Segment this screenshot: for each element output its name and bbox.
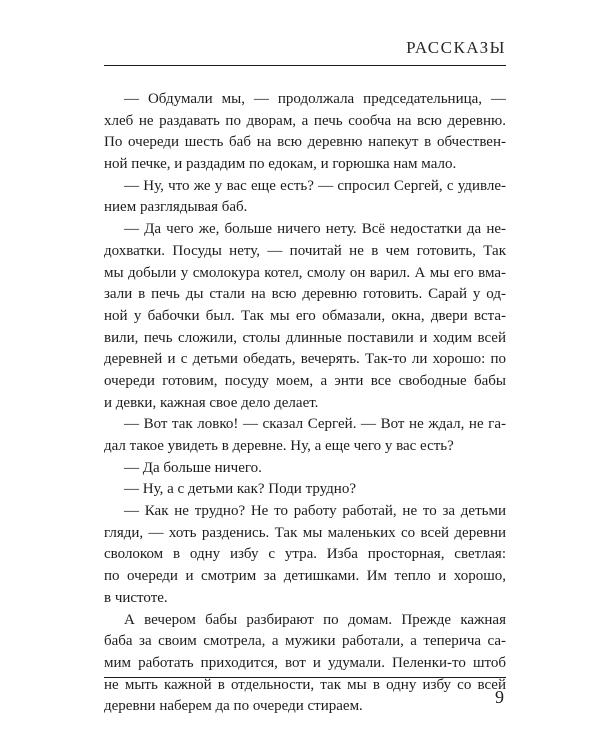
text-line: в чистоте. bbox=[104, 589, 168, 606]
text-line: по очереди и смотрим за детишками. Им тепло и хорошо, bbox=[104, 568, 506, 585]
text-line: баба за своим смотрела, а мужики работали, а теперича са- bbox=[104, 633, 506, 650]
running-header-title: РАССКАЗЫ bbox=[406, 38, 506, 57]
text-line: — Обдумали мы, — продолжала председательница, — bbox=[124, 91, 506, 107]
text-line: — Ну, что же у вас еще есть? — спросил Сергей, с удивле- bbox=[124, 177, 506, 194]
text-line: деревней и с детьми обедать, вечерять. Так-то ли хорошо: по bbox=[104, 351, 506, 368]
text-line: По очереди шесть баб на всю деревню напекут в обчествен- bbox=[104, 134, 506, 151]
text-line: дохватки. Посуды нету, — почитай не в чем готовить, Так bbox=[104, 242, 506, 259]
text-line: ной печке, и раздадим по едокам, и горюшка нам мало. bbox=[104, 156, 457, 173]
text-line: сволоком в одну избу с утра. Изба просторная, светлая: bbox=[104, 546, 506, 563]
text-line: нием разглядывая баб. bbox=[104, 199, 248, 216]
text-line: не мыть кажной в отдельности, так мы в одну избу со всей bbox=[104, 676, 506, 693]
text-line: деревни наберем да по очереди стираем. bbox=[104, 698, 363, 715]
text-line: очереди готовим, посуду моем, а энти все свободные бабы bbox=[104, 372, 506, 389]
text-line: мим работать приходится, вот и удумали. Пеленки-то штоб bbox=[104, 654, 506, 671]
text-line: зали в печь ды стали на всю деревню готовить. Сарай у од- bbox=[104, 286, 506, 303]
text-line: А вечером бабы разбирают по домам. Прежде кажная bbox=[124, 611, 506, 628]
text-line: — Как не трудно? Не то работу работай, не то за детьми bbox=[124, 503, 506, 520]
text-line: гляди, — хоть разденись. Так мы маленьких со всей деревни bbox=[104, 524, 506, 541]
page-number: 9 bbox=[495, 687, 504, 707]
text-line: — Ну, а с детьми как? Поди трудно? bbox=[124, 481, 356, 498]
text-line: вили, печь сложили, столы длинные поставили и ходим всей bbox=[104, 329, 506, 346]
running-header bbox=[104, 38, 506, 66]
story-text bbox=[104, 89, 506, 718]
header-rule bbox=[104, 65, 506, 66]
text-line: — Вот так ловко! — сказал Сергей. — Вот не ждал, не га- bbox=[124, 416, 506, 433]
text-line: мы добыли у смолокура котел, смолу он варил. А мы его вма- bbox=[104, 264, 506, 281]
text-line: — Да чего же, больше ничего нету. Всё недостатки да не- bbox=[124, 221, 506, 238]
page-footer bbox=[104, 677, 506, 717]
text-line: ной у бабочки был. Так мы его обмазали, окна, двери вста- bbox=[104, 307, 506, 324]
text-line: хлеб не раздавать по дворам, а печь сообча на всю деревню. bbox=[104, 112, 506, 129]
text-line: дал такое увидеть в деревне. Ну, а еще чего у вас есть? bbox=[104, 438, 454, 454]
text-line: и девки, кажная свое дело делает. bbox=[104, 394, 319, 411]
footer-rule bbox=[104, 677, 506, 678]
text-line: — Да больше ничего. bbox=[124, 459, 262, 476]
